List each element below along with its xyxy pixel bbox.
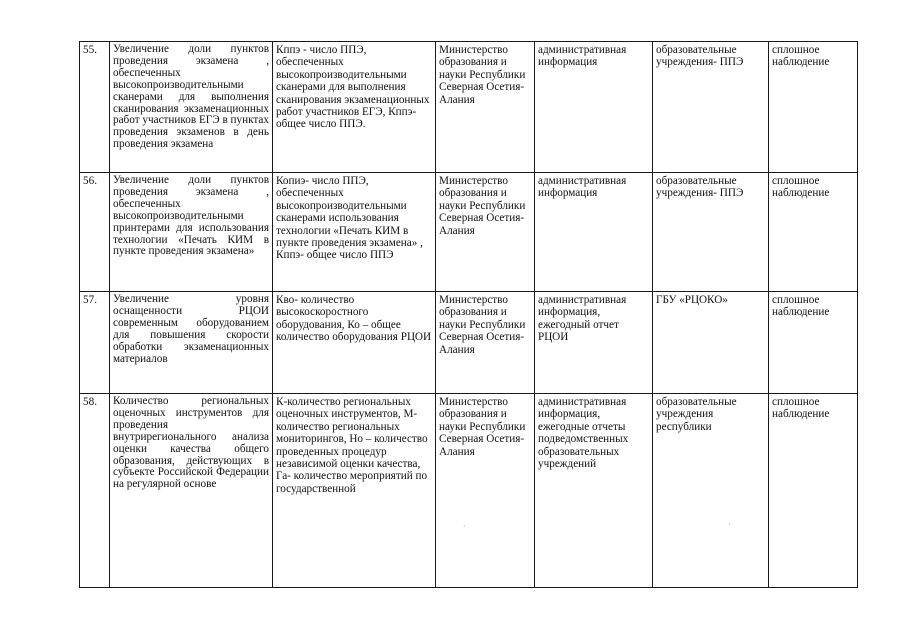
observation-unit: образовательные учреждения- ППЭ — [653, 173, 769, 292]
row-number: 56. — [80, 173, 110, 292]
observation-method: сплошное наблюдение — [769, 42, 858, 173]
responsible-org: Министерство образования и науки Республики Северная Осетия-Алания — [436, 173, 535, 292]
table-row — [80, 292, 858, 394]
table-row — [80, 42, 858, 173]
responsible-org: Министерство образования и науки Республики Северная Осетия-Алания — [436, 42, 535, 173]
observation-unit: ГБУ «РЦОКО» — [653, 292, 769, 394]
table-row — [80, 394, 858, 588]
indicator-description: Увеличение доли пунктов проведения экзамена , обеспеченных высокопроизводительными принтерами для использования технологии «Печать КИМ в пункте проведения экзамена» — [110, 173, 273, 292]
observation-method: сплошное наблюдение — [769, 394, 858, 588]
table-row — [80, 173, 858, 292]
indicator-description: Увеличение уровня оснащенности РЦОИ современным оборудованием для повышения скорости обработки экзаменационных материалов — [110, 292, 273, 394]
scan-speck: · — [463, 522, 466, 531]
data-source: административная информация, ежегодный отчет РЦОИ — [535, 292, 653, 394]
indicators-table — [79, 41, 858, 588]
scan-speck: · — [728, 520, 731, 529]
calculation-formula: Копиэ- число ППЭ, обеспеченных высокопроизводительными сканерами использования технологии «Печать КИМ в пункте проведения экзамена» , Кппэ- общее число ППЭ — [273, 173, 436, 292]
observation-unit: образовательные учреждения республики — [653, 394, 769, 588]
responsible-org: Министерство образования и науки Республики Северная Осетия-Алания — [436, 292, 535, 394]
row-number: 55. — [80, 42, 110, 173]
data-source: административная информация, ежегодные отчеты подведомственных образовательных учреждений — [535, 394, 653, 588]
indicator-description: Количество региональных оценочных инструментов для проведения внутрирегионального анализа оценки качества общего образования, действующих в субъекте Российской Федерации на регулярной основе — [110, 394, 273, 588]
calculation-formula: К-количество региональных оценочных инструментов, М- количество региональных мониторингов, Но – количество проведенных процедур независимой оценки качества, Га- количество мероприятий по государственной — [273, 394, 436, 588]
observation-method: сплошное наблюдение — [769, 292, 858, 394]
observation-method: сплошное наблюдение — [769, 173, 858, 292]
indicator-description: Увеличение доли пунктов проведения экзамена , обеспеченных высокопроизводительными сканерами для выполнения сканирования экзаменационных работ участников ЕГЭ в пунктах проведения экзаменов в день проведения экзамена — [110, 42, 273, 173]
observation-unit: образовательные учреждения- ППЭ — [653, 42, 769, 173]
data-source: административная информация — [535, 42, 653, 173]
row-number: 57. — [80, 292, 110, 394]
calculation-formula: Кво- количество высокоскоростного оборудования, Ко – общее количество оборудования РЦОИ — [273, 292, 436, 394]
row-number: 58. — [80, 394, 110, 588]
responsible-org: Министерство образования и науки Республики Северная Осетия-Алания — [436, 394, 535, 588]
calculation-formula: Кппэ - число ППЭ, обеспеченных высокопроизводительными сканерами для выполнения сканирования экзаменационных работ участников ЕГЭ, Кппэ- общее число ППЭ. — [273, 42, 436, 173]
data-source: административная информация — [535, 173, 653, 292]
